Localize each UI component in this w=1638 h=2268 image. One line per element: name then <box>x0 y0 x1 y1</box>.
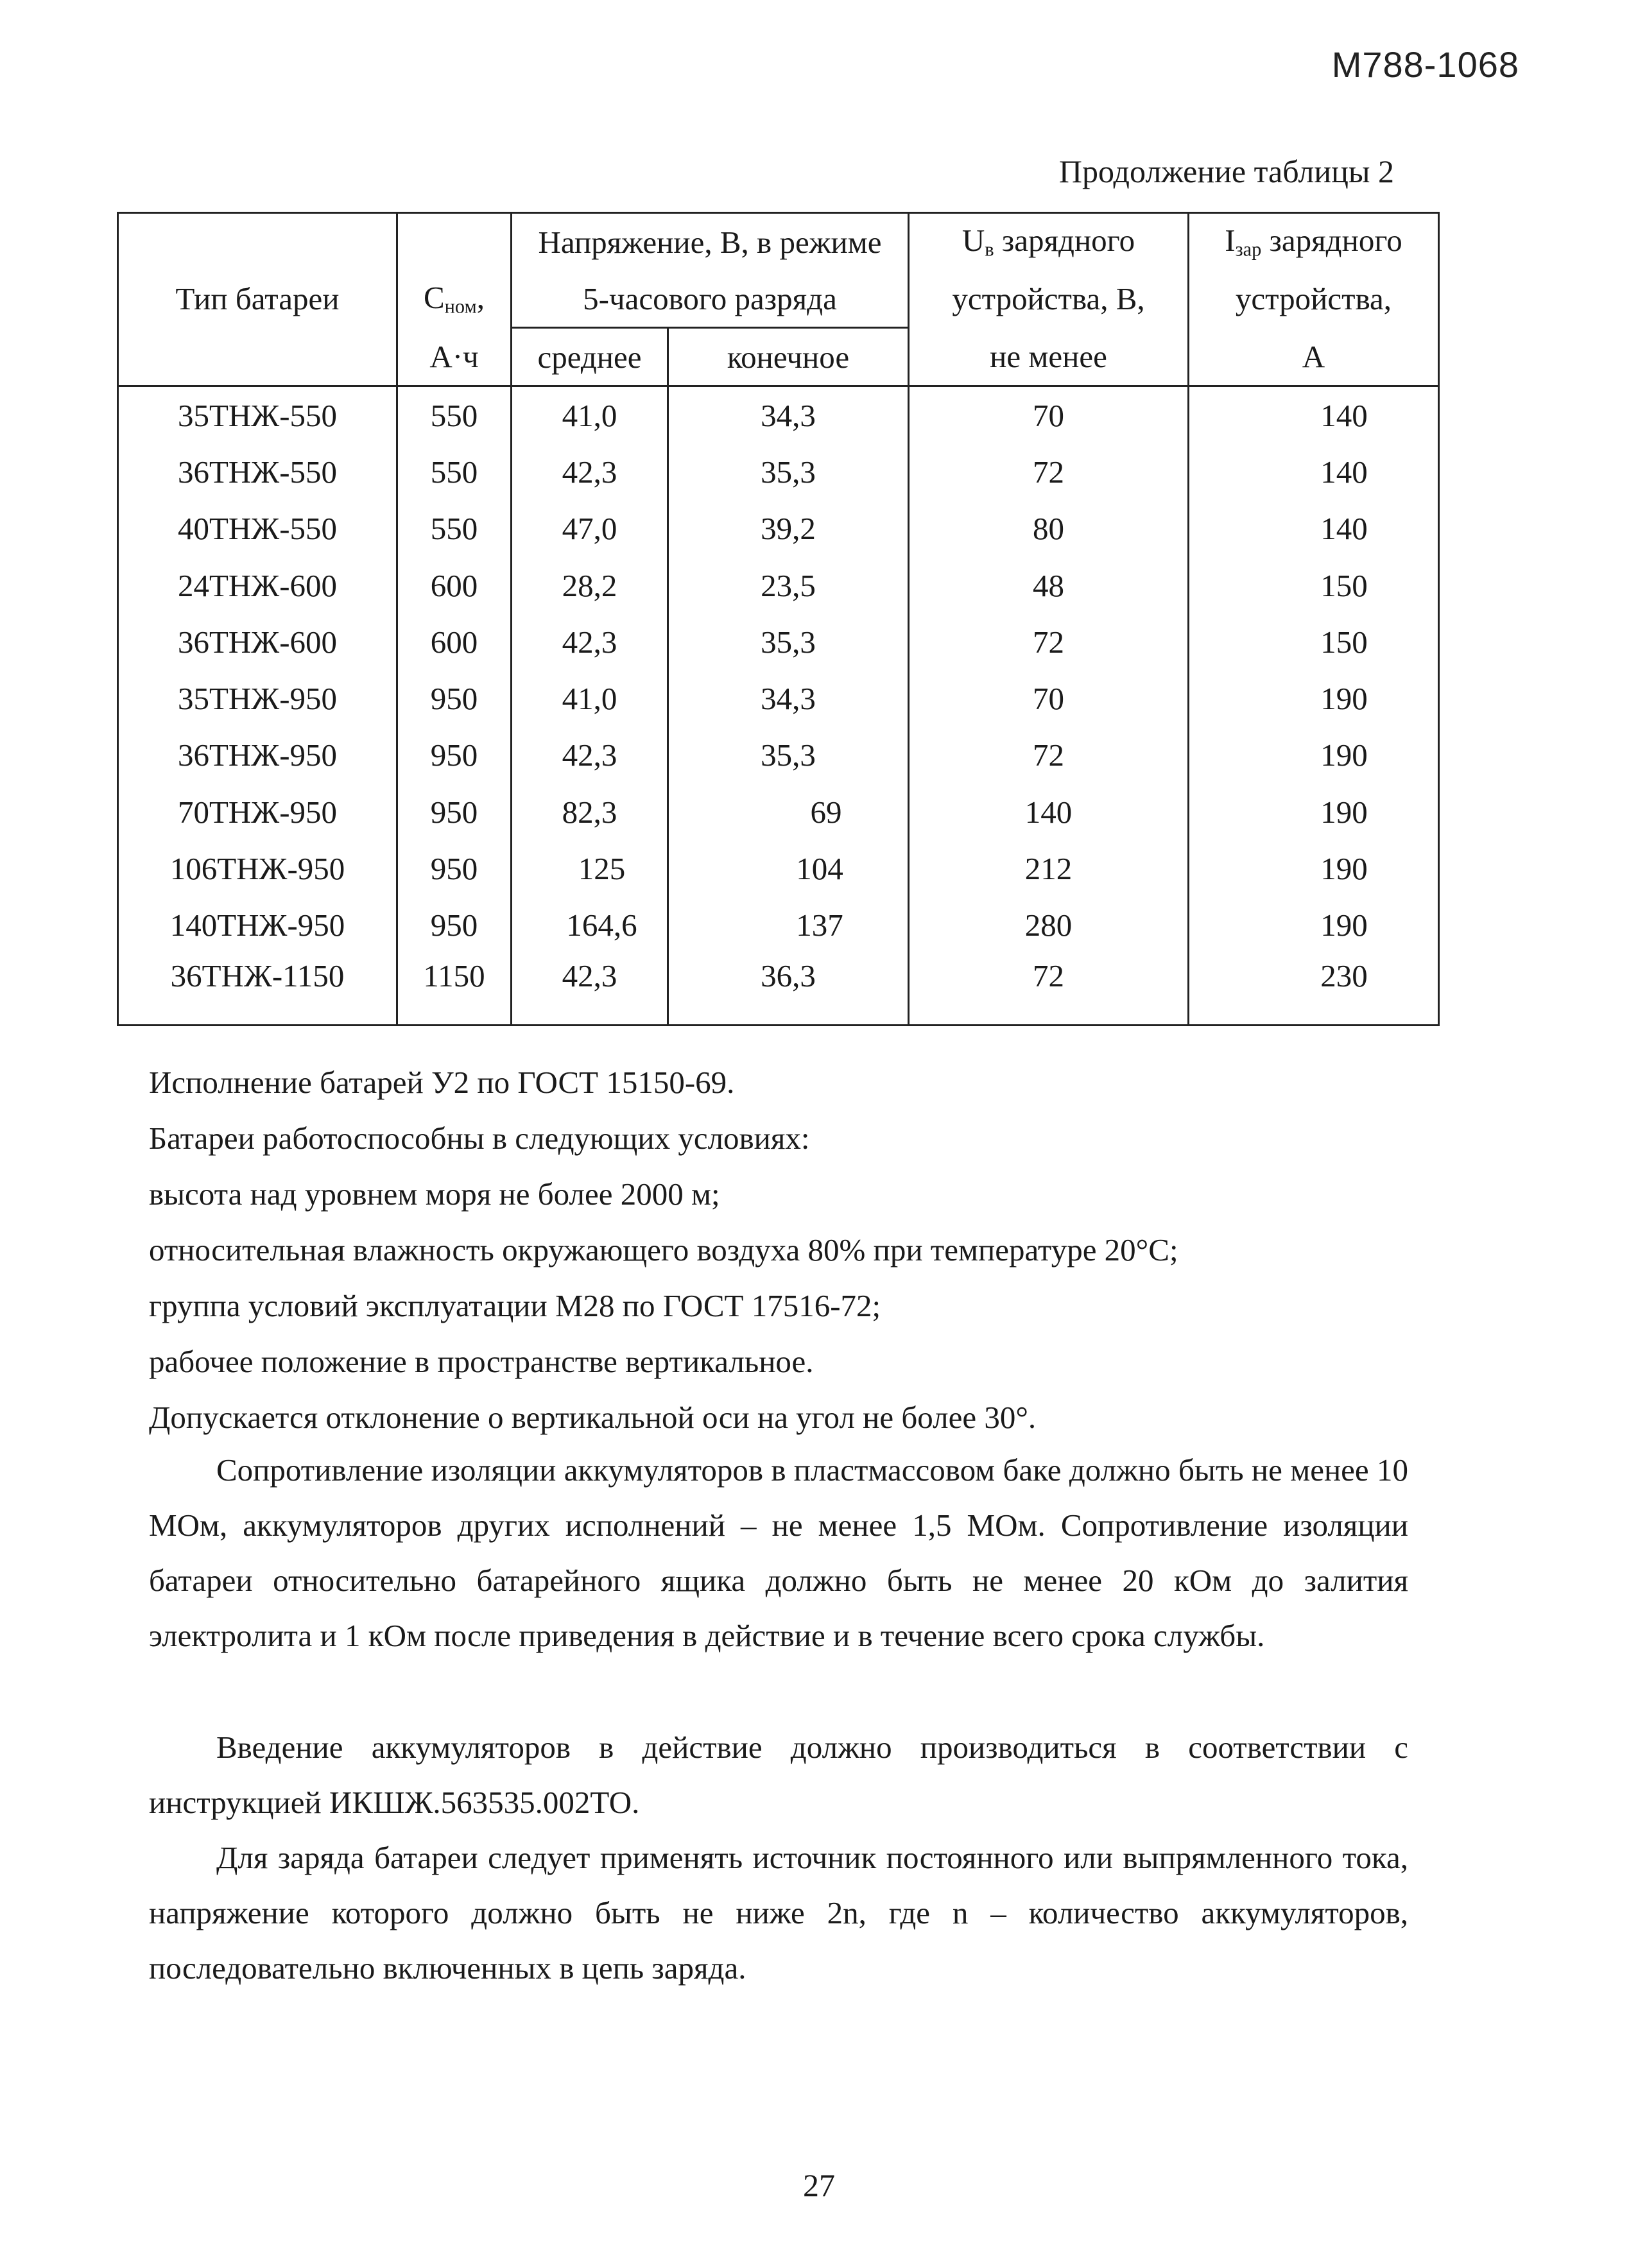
cell-avg: 47,0 <box>512 501 668 557</box>
cell-c: 600 <box>397 557 512 614</box>
header-cnom-top <box>397 213 512 271</box>
cell-type: 106ТНЖ-950 <box>118 840 397 897</box>
cell-iz: 190 <box>1189 897 1439 954</box>
table-row <box>118 443 1439 500</box>
paragraph-insulation: Сопротивление изоляции аккумуляторов в пластмассовом баке должно быть не менее 10 МОм, аккумуляторов других исполнений – не менее 1,5 МОм. Сопротивление изоляции батареи относительно батарейного ящика должно быть не менее 20 кОм до залития электролита и 1 кОм после приведения в действие и в течение всего срока службы. <box>149 1452 1408 1653</box>
cell-final: 69 <box>668 784 909 840</box>
cell-avg: 125 <box>512 840 668 897</box>
cell-c: 550 <box>397 443 512 500</box>
cell-type: 24ТНЖ-600 <box>118 557 397 614</box>
cell-final: 36,3 <box>668 954 909 1026</box>
cell-final: 35,3 <box>668 727 909 784</box>
cell-type: 35ТНЖ-550 <box>118 386 397 444</box>
cell-avg: 28,2 <box>512 557 668 614</box>
line-operating-group: группа условий эксплуатации М28 по ГОСТ 17516-72; <box>149 1288 881 1323</box>
line-altitude: высота над уровнем моря не более 2000 м; <box>149 1176 720 1212</box>
cell-uv: 280 <box>909 897 1189 954</box>
header-type-bottom <box>118 328 397 386</box>
table-row <box>118 784 1439 840</box>
header-type: Тип батареи <box>118 270 397 328</box>
cell-type: 36ТНЖ-600 <box>118 614 397 670</box>
battery-table <box>117 212 1440 1026</box>
cell-avg: 42,3 <box>512 614 668 670</box>
paragraph-commissioning: Введение аккумуляторов в действие должно производиться в соответствии с инструкцией ИКШЖ.563535.002ТО. <box>149 1730 1408 1820</box>
header-cnom-line1: $С_{ном}$, <box>397 270 512 328</box>
header-voltage-line1: Напряжение, В, в режиме <box>512 213 909 271</box>
cell-iz: 140 <box>1189 501 1439 557</box>
table-row <box>118 954 1439 1026</box>
header-final: конечное <box>668 328 909 386</box>
cell-avg: 82,3 <box>512 784 668 840</box>
line-conditions-intro: Батареи работоспособны в следующих условиях: <box>149 1121 810 1156</box>
cell-final: 34,3 <box>668 386 909 444</box>
table-row <box>118 670 1439 726</box>
table-row <box>118 897 1439 954</box>
cell-final: 23,5 <box>668 557 909 614</box>
cell-type: 140ТНЖ-950 <box>118 897 397 954</box>
table-row <box>118 840 1439 897</box>
cell-final: 137 <box>668 897 909 954</box>
cell-c: 1150 <box>397 954 512 1026</box>
cell-uv: 72 <box>909 727 1189 784</box>
cell-final: 39,2 <box>668 501 909 557</box>
header-cnom-line2: А·ч <box>397 328 512 386</box>
cell-final: 35,3 <box>668 443 909 500</box>
cell-final: 34,3 <box>668 670 909 726</box>
line-execution: Исполнение батарей У2 по ГОСТ 15150-69. <box>149 1065 735 1100</box>
cell-uv: 72 <box>909 954 1189 1026</box>
cell-avg: 164,6 <box>512 897 668 954</box>
line-deviation: Допускается отклонение о вертикальной оси на угол не более 30°. <box>149 1400 1037 1435</box>
cell-type: 36ТНЖ-1150 <box>118 954 397 1026</box>
cell-c: 950 <box>397 784 512 840</box>
header-uv-line2: устройства, В, <box>909 270 1189 328</box>
cell-c: 950 <box>397 727 512 784</box>
cell-c: 950 <box>397 840 512 897</box>
line-position: рабочее положение в пространстве вертикальное. <box>149 1344 814 1379</box>
cell-uv: 70 <box>909 670 1189 726</box>
cell-iz: 150 <box>1189 614 1439 670</box>
cell-iz: 140 <box>1189 386 1439 444</box>
cell-uv: 72 <box>909 614 1189 670</box>
table-row <box>118 557 1439 614</box>
cell-iz: 230 <box>1189 954 1439 1026</box>
cell-type: 40ТНЖ-550 <box>118 501 397 557</box>
cell-avg: 41,0 <box>512 670 668 726</box>
paragraph-charging: Для заряда батареи следует применять источник постоянного или выпрямленного тока, напряжение которого должно быть не ниже 2n, где n – количество аккумуляторов, последовательно включенных в цепь заряда. <box>149 1840 1408 1986</box>
table-row <box>118 501 1439 557</box>
cell-final: 104 <box>668 840 909 897</box>
cell-type: 35ТНЖ-950 <box>118 670 397 726</box>
header-iz-line1: $I_{зар}$ зарядного <box>1189 213 1439 271</box>
cell-iz: 190 <box>1189 840 1439 897</box>
cell-uv: 72 <box>909 443 1189 500</box>
cell-c: 600 <box>397 614 512 670</box>
cell-uv: 80 <box>909 501 1189 557</box>
cell-final: 35,3 <box>668 614 909 670</box>
header-iz-line2: устройства, <box>1189 270 1439 328</box>
cell-uv: 70 <box>909 386 1189 444</box>
cell-iz: 190 <box>1189 784 1439 840</box>
table-row <box>118 386 1439 444</box>
header-uv-line1: $U_в$ зарядного <box>909 213 1189 271</box>
cell-avg: 42,3 <box>512 727 668 784</box>
table-caption: Продолжение таблицы 2 <box>1058 153 1394 189</box>
cell-iz: 190 <box>1189 670 1439 726</box>
cell-iz: 140 <box>1189 443 1439 500</box>
cell-avg: 42,3 <box>512 954 668 1026</box>
page-number: 27 <box>803 2167 835 2203</box>
cell-type: 36ТНЖ-550 <box>118 443 397 500</box>
cell-type: 70ТНЖ-950 <box>118 784 397 840</box>
header-uv-line3: не менее <box>909 328 1189 386</box>
cell-uv: 212 <box>909 840 1189 897</box>
cell-c: 950 <box>397 670 512 726</box>
header-voltage-line2: 5-часового разряда <box>512 270 909 328</box>
cell-uv: 140 <box>909 784 1189 840</box>
cell-iz: 150 <box>1189 557 1439 614</box>
header-type-top <box>118 213 397 271</box>
cell-iz: 190 <box>1189 727 1439 784</box>
cell-c: 550 <box>397 386 512 444</box>
document-code: М788-1068 <box>1331 44 1519 85</box>
cell-avg: 41,0 <box>512 386 668 444</box>
table-row <box>118 614 1439 670</box>
cell-c: 950 <box>397 897 512 954</box>
cell-uv: 48 <box>909 557 1189 614</box>
header-iz-line3: А <box>1189 328 1439 386</box>
table-row <box>118 727 1439 784</box>
cell-avg: 42,3 <box>512 443 668 500</box>
cell-c: 550 <box>397 501 512 557</box>
cell-type: 36ТНЖ-950 <box>118 727 397 784</box>
header-avg: среднее <box>512 328 668 386</box>
line-humidity: относительная влажность окружающего воздуха 80% при температуре 20°С; <box>149 1232 1178 1267</box>
